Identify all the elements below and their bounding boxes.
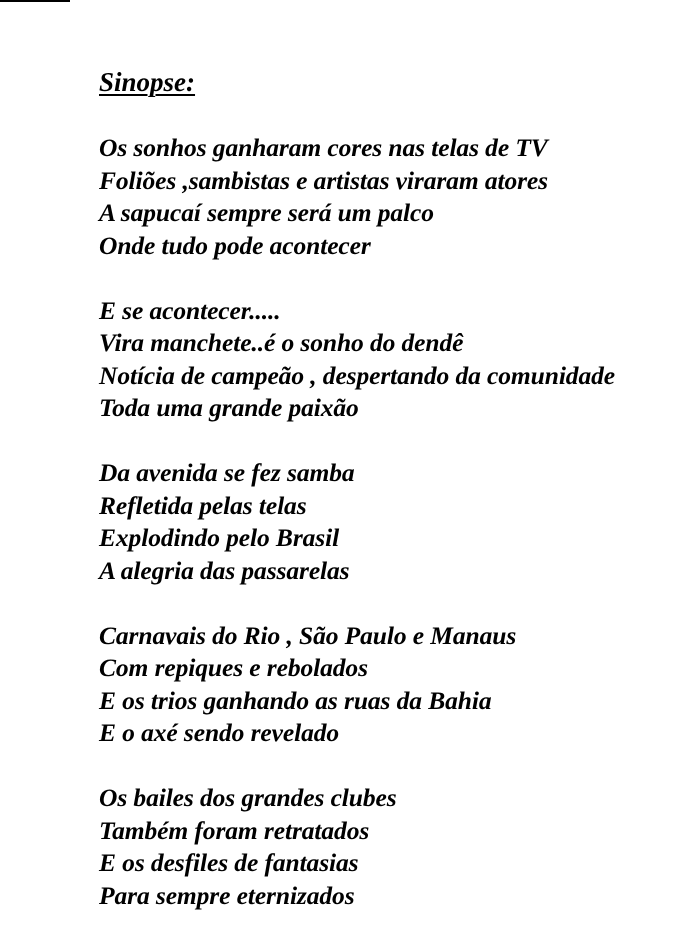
stanza-1 [99,132,615,262]
poem-line: Toda uma grande paixão [99,393,359,422]
poem-line: Refletida pelas telas [99,490,307,520]
poem-line: A sapucaí sempre será um palco [99,198,434,227]
poem-line: Da avenida se fez samba [99,458,355,487]
poem-line: Carnavais do Rio , São Paulo e Manaus [99,620,517,650]
poem-line: E os trios ganhando as ruas da Bahia [99,685,492,715]
stanza-3 [99,457,615,587]
poem-line: Os bailes dos grandes clubes [99,783,397,812]
stanza-2 [99,295,615,425]
poem-line: Foliões ,sambistas e artistas viraram atores [99,165,548,195]
stanza-4 [99,620,615,750]
page-corner-rule [0,0,70,2]
poem-line: Vira manchete..é o sonho do dendê [99,328,464,357]
poem-body [99,132,615,945]
poem-line: E os desfiles de fantasias [99,848,359,877]
poem-line: Explodindo pelo Brasil [99,523,340,552]
poem-line: Também foram retratados [99,815,370,845]
poem-line: Os sonhos ganharam cores nas telas de TV [99,133,548,162]
document-title: Sinopse: [99,67,196,97]
poem-line: Notícia de campeão , despertando da comunidade [99,360,615,390]
stanza-5 [99,782,615,912]
poem-line: E o axé sendo revelado [99,718,340,747]
poem-line: Com repiques e rebolados [99,653,368,682]
poem-line: E se acontecer..... [99,295,281,325]
poem-line: A alegria das passarelas [99,555,350,585]
poem-line: Para sempre eternizados [99,880,355,910]
poem-line: Onde tudo pode acontecer [99,230,371,260]
